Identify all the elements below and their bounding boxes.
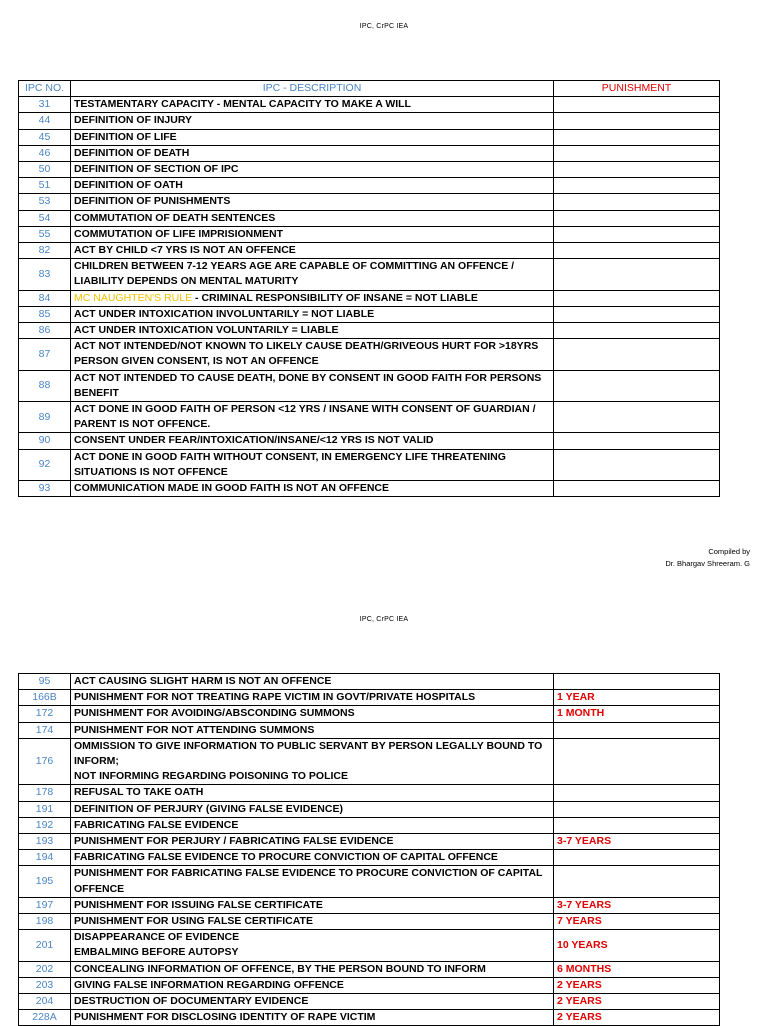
ipc-description-column-header: IPC - DESCRIPTION	[71, 81, 554, 97]
ipc-description: DEFINITION OF LIFE	[71, 129, 554, 145]
punishment-value	[554, 370, 720, 401]
punishment-value	[554, 162, 720, 178]
ipc-section-number: 92	[19, 449, 71, 480]
table-row	[19, 914, 720, 930]
ipc-description: PUNISHMENT FOR USING FALSE CERTIFICATE	[71, 914, 554, 930]
punishment-value: 3-7 YEARS	[554, 897, 720, 913]
ipc-description: DEFINITION OF PUNISHMENTS	[71, 194, 554, 210]
punishment-value	[554, 339, 720, 370]
ipc-section-number: 192	[19, 817, 71, 833]
ipc-section-number: 53	[19, 194, 71, 210]
ipc-description: PUNISHMENT FOR ISSUING FALSE CERTIFICATE	[71, 897, 554, 913]
table-row	[19, 226, 720, 242]
punishment-value	[554, 226, 720, 242]
ipc-section-number: 84	[19, 290, 71, 306]
table-row	[19, 897, 720, 913]
punishment-value: 2 YEARS	[554, 994, 720, 1010]
description-text: - CRIMINAL RESPONSIBILITY OF INSANE = NOT LIABLE	[192, 291, 478, 304]
ipc-description: ACT DONE IN GOOD FAITH OF PERSON <12 YRS / INSANE WITH CONSENT OF GUARDIAN / PARENT IS NOT OFFENCE.	[71, 402, 554, 433]
table-row	[19, 339, 720, 370]
ipc-description: DEFINITION OF DEATH	[71, 145, 554, 161]
ipc-description: TESTAMENTARY CAPACITY - MENTAL CAPACITY TO MAKE A WILL	[71, 97, 554, 113]
punishment-value	[554, 817, 720, 833]
ipc-section-number: 86	[19, 323, 71, 339]
highlighted-rule-name: MC NAUGHTEN'S RULE	[74, 291, 193, 304]
table-row	[19, 129, 720, 145]
punishment-value	[554, 290, 720, 306]
punishment-column-header: PUNISHMENT	[554, 81, 720, 97]
table-row	[19, 194, 720, 210]
ipc-section-number: 44	[19, 113, 71, 129]
author-name: Dr. Bhargav Shreeram. G	[665, 559, 750, 568]
ipc-description: DEFINITION OF SECTION OF IPC	[71, 162, 554, 178]
punishment-value	[554, 194, 720, 210]
table-row	[19, 801, 720, 817]
table-row	[19, 323, 720, 339]
table-row	[19, 402, 720, 433]
table-body-page-2	[19, 674, 720, 1026]
ipc-section-number: 51	[19, 178, 71, 194]
ipc-description: COMMUTATION OF LIFE IMPRISIONMENT	[71, 226, 554, 242]
table-row	[19, 850, 720, 866]
table-row	[19, 738, 720, 785]
ipc-section-number: 93	[19, 481, 71, 497]
punishment-value	[554, 243, 720, 259]
punishment-value	[554, 145, 720, 161]
punishment-value	[554, 674, 720, 690]
table-row	[19, 834, 720, 850]
ipc-description: CHILDREN BETWEEN 7-12 YEARS AGE ARE CAPABLE OF COMMITTING AN OFFENCE / LIABILITY DEPENDS ON MENTAL MATURITY	[71, 259, 554, 290]
ipc-section-number: 45	[19, 129, 71, 145]
ipc-description	[71, 290, 554, 306]
ipc-description: ACT DONE IN GOOD FAITH WITHOUT CONSENT, IN EMERGENCY LIFE THREATENING SITUATIONS IS NOT OFFENCE	[71, 449, 554, 480]
table-row	[19, 930, 720, 961]
ipc-section-number: 89	[19, 402, 71, 433]
ipc-description: GIVING FALSE INFORMATION REGARDING OFFENCE	[71, 977, 554, 993]
ipc-section-number: 197	[19, 897, 71, 913]
compiled-by-label: Compiled by	[708, 547, 750, 556]
punishment-value: 2 YEARS	[554, 977, 720, 993]
ipc-no-column-header: IPC NO.	[19, 81, 71, 97]
table-row	[19, 977, 720, 993]
ipc-section-number: 82	[19, 243, 71, 259]
ipc-section-number: 203	[19, 977, 71, 993]
ipc-description: PUNISHMENT FOR AVOIDING/ABSCONDING SUMMONS	[71, 706, 554, 722]
table-row	[19, 481, 720, 497]
ipc-section-number: 54	[19, 210, 71, 226]
punishment-value	[554, 866, 720, 897]
ipc-section-number: 178	[19, 785, 71, 801]
ipc-section-number: 55	[19, 226, 71, 242]
ipc-description: DESTRUCTION OF DOCUMENTARY EVIDENCE	[71, 994, 554, 1010]
ipc-section-number: 201	[19, 930, 71, 961]
ipc-description: ACT NOT INTENDED/NOT KNOWN TO LIKELY CAUSE DEATH/GRIVEOUS HURT FOR >18YRS PERSON GIVEN CONSENT, IS NOT AN OFFENCE	[71, 339, 554, 370]
punishment-value: 6 MONTHS	[554, 961, 720, 977]
ipc-description: REFUSAL TO TAKE OATH	[71, 785, 554, 801]
ipc-description: FABRICATING FALSE EVIDENCE	[71, 817, 554, 833]
ipc-section-number: 228A	[19, 1010, 71, 1026]
ipc-description: ACT BY CHILD <7 YRS IS NOT AN OFFENCE	[71, 243, 554, 259]
table-row	[19, 690, 720, 706]
punishment-value	[554, 801, 720, 817]
ipc-section-number: 87	[19, 339, 71, 370]
ipc-section-number: 50	[19, 162, 71, 178]
table-row	[19, 178, 720, 194]
ipc-description: DISAPPEARANCE OF EVIDENCE EMBALMING BEFORE AUTOPSY	[71, 930, 554, 961]
ipc-description: DEFINITION OF INJURY	[71, 113, 554, 129]
ipc-section-number: 202	[19, 961, 71, 977]
punishment-value	[554, 738, 720, 785]
ipc-section-number: 193	[19, 834, 71, 850]
punishment-value	[554, 433, 720, 449]
table-row	[19, 97, 720, 113]
table-body-page-1	[19, 97, 720, 497]
table-row	[19, 290, 720, 306]
punishment-value: 1 YEAR	[554, 690, 720, 706]
punishment-value	[554, 722, 720, 738]
punishment-value	[554, 178, 720, 194]
punishment-value	[554, 449, 720, 480]
ipc-section-number: 88	[19, 370, 71, 401]
ipc-section-number: 166B	[19, 690, 71, 706]
table-row	[19, 674, 720, 690]
table-row	[19, 145, 720, 161]
table-header-row	[19, 81, 720, 97]
ipc-description: DEFINITION OF OATH	[71, 178, 554, 194]
table-row	[19, 433, 720, 449]
table-row	[19, 994, 720, 1010]
punishment-value	[554, 850, 720, 866]
ipc-section-number: 195	[19, 866, 71, 897]
ipc-description: CONSENT UNDER FEAR/INTOXICATION/INSANE/<12 YRS IS NOT VALID	[71, 433, 554, 449]
ipc-description: FABRICATING FALSE EVIDENCE TO PROCURE CONVICTION OF CAPITAL OFFENCE	[71, 850, 554, 866]
ipc-description: ACT UNDER INTOXICATION VOLUNTARILY = LIABLE	[71, 323, 554, 339]
ipc-section-number: 176	[19, 738, 71, 785]
punishment-value	[554, 402, 720, 433]
punishment-value	[554, 97, 720, 113]
ipc-description: ACT CAUSING SLIGHT HARM IS NOT AN OFFENCE	[71, 674, 554, 690]
ipc-description: OMMISSION TO GIVE INFORMATION TO PUBLIC SERVANT BY PERSON LEGALLY BOUND TO INFORM; NOT INFORMING REGARDING POISONING TO POLICE	[71, 738, 554, 785]
punishment-value	[554, 129, 720, 145]
ipc-description: PUNISHMENT FOR PERJURY / FABRICATING FALSE EVIDENCE	[71, 834, 554, 850]
punishment-value	[554, 259, 720, 290]
table-row	[19, 866, 720, 897]
ipc-section-number: 174	[19, 722, 71, 738]
ipc-section-number: 46	[19, 145, 71, 161]
ipc-table-page-2	[18, 673, 720, 1026]
ipc-description: ACT UNDER INTOXICATION INVOLUNTARILY = NOT LIABLE	[71, 306, 554, 322]
punishment-value	[554, 210, 720, 226]
table-row	[19, 785, 720, 801]
punishment-value	[554, 113, 720, 129]
ipc-description: CONCEALING INFORMATION OF OFFENCE, BY THE PERSON BOUND TO INFORM	[71, 961, 554, 977]
ipc-description: COMMUTATION OF DEATH SENTENCES	[71, 210, 554, 226]
punishment-value	[554, 323, 720, 339]
ipc-section-number: 194	[19, 850, 71, 866]
table-row	[19, 210, 720, 226]
ipc-section-number: 83	[19, 259, 71, 290]
punishment-value	[554, 306, 720, 322]
table-row	[19, 961, 720, 977]
table-row	[19, 706, 720, 722]
ipc-description: PUNISHMENT FOR NOT TREATING RAPE VICTIM IN GOVT/PRIVATE HOSPITALS	[71, 690, 554, 706]
table-row	[19, 722, 720, 738]
compiled-by-footer	[665, 546, 750, 570]
ipc-section-number: 95	[19, 674, 71, 690]
punishment-value	[554, 481, 720, 497]
ipc-description: COMMUNICATION MADE IN GOOD FAITH IS NOT AN OFFENCE	[71, 481, 554, 497]
punishment-value: 10 YEARS	[554, 930, 720, 961]
ipc-section-number: 198	[19, 914, 71, 930]
ipc-description: DEFINITION OF PERJURY (GIVING FALSE EVIDENCE)	[71, 801, 554, 817]
ipc-section-number: 204	[19, 994, 71, 1010]
punishment-value: 7 YEARS	[554, 914, 720, 930]
punishment-value	[554, 785, 720, 801]
ipc-description: PUNISHMENT FOR FABRICATING FALSE EVIDENCE TO PROCURE CONVICTION OF CAPITAL OFFENCE	[71, 866, 554, 897]
ipc-section-number: 191	[19, 801, 71, 817]
ipc-section-number: 90	[19, 433, 71, 449]
ipc-section-number: 172	[19, 706, 71, 722]
ipc-section-number: 31	[19, 97, 71, 113]
table-row	[19, 306, 720, 322]
table-row	[19, 370, 720, 401]
punishment-value: 3-7 YEARS	[554, 834, 720, 850]
table-row	[19, 162, 720, 178]
page-header-1: IPC, CrPC IEA	[359, 23, 409, 30]
table-row	[19, 817, 720, 833]
ipc-description: PUNISHMENT FOR DISCLOSING IDENTITY OF RAPE VICTIM	[71, 1010, 554, 1026]
punishment-value: 1 MONTH	[554, 706, 720, 722]
table-row	[19, 259, 720, 290]
ipc-table-page-1	[18, 80, 720, 497]
table-row	[19, 243, 720, 259]
ipc-section-number: 85	[19, 306, 71, 322]
page-header-2: IPC, CrPC IEA	[359, 616, 409, 623]
table-row	[19, 113, 720, 129]
punishment-value: 2 YEARS	[554, 1010, 720, 1026]
ipc-description: PUNISHMENT FOR NOT ATTENDING SUMMONS	[71, 722, 554, 738]
table-row	[19, 449, 720, 480]
ipc-description: ACT NOT INTENDED TO CAUSE DEATH, DONE BY CONSENT IN GOOD FAITH FOR PERSONS BENEFIT	[71, 370, 554, 401]
